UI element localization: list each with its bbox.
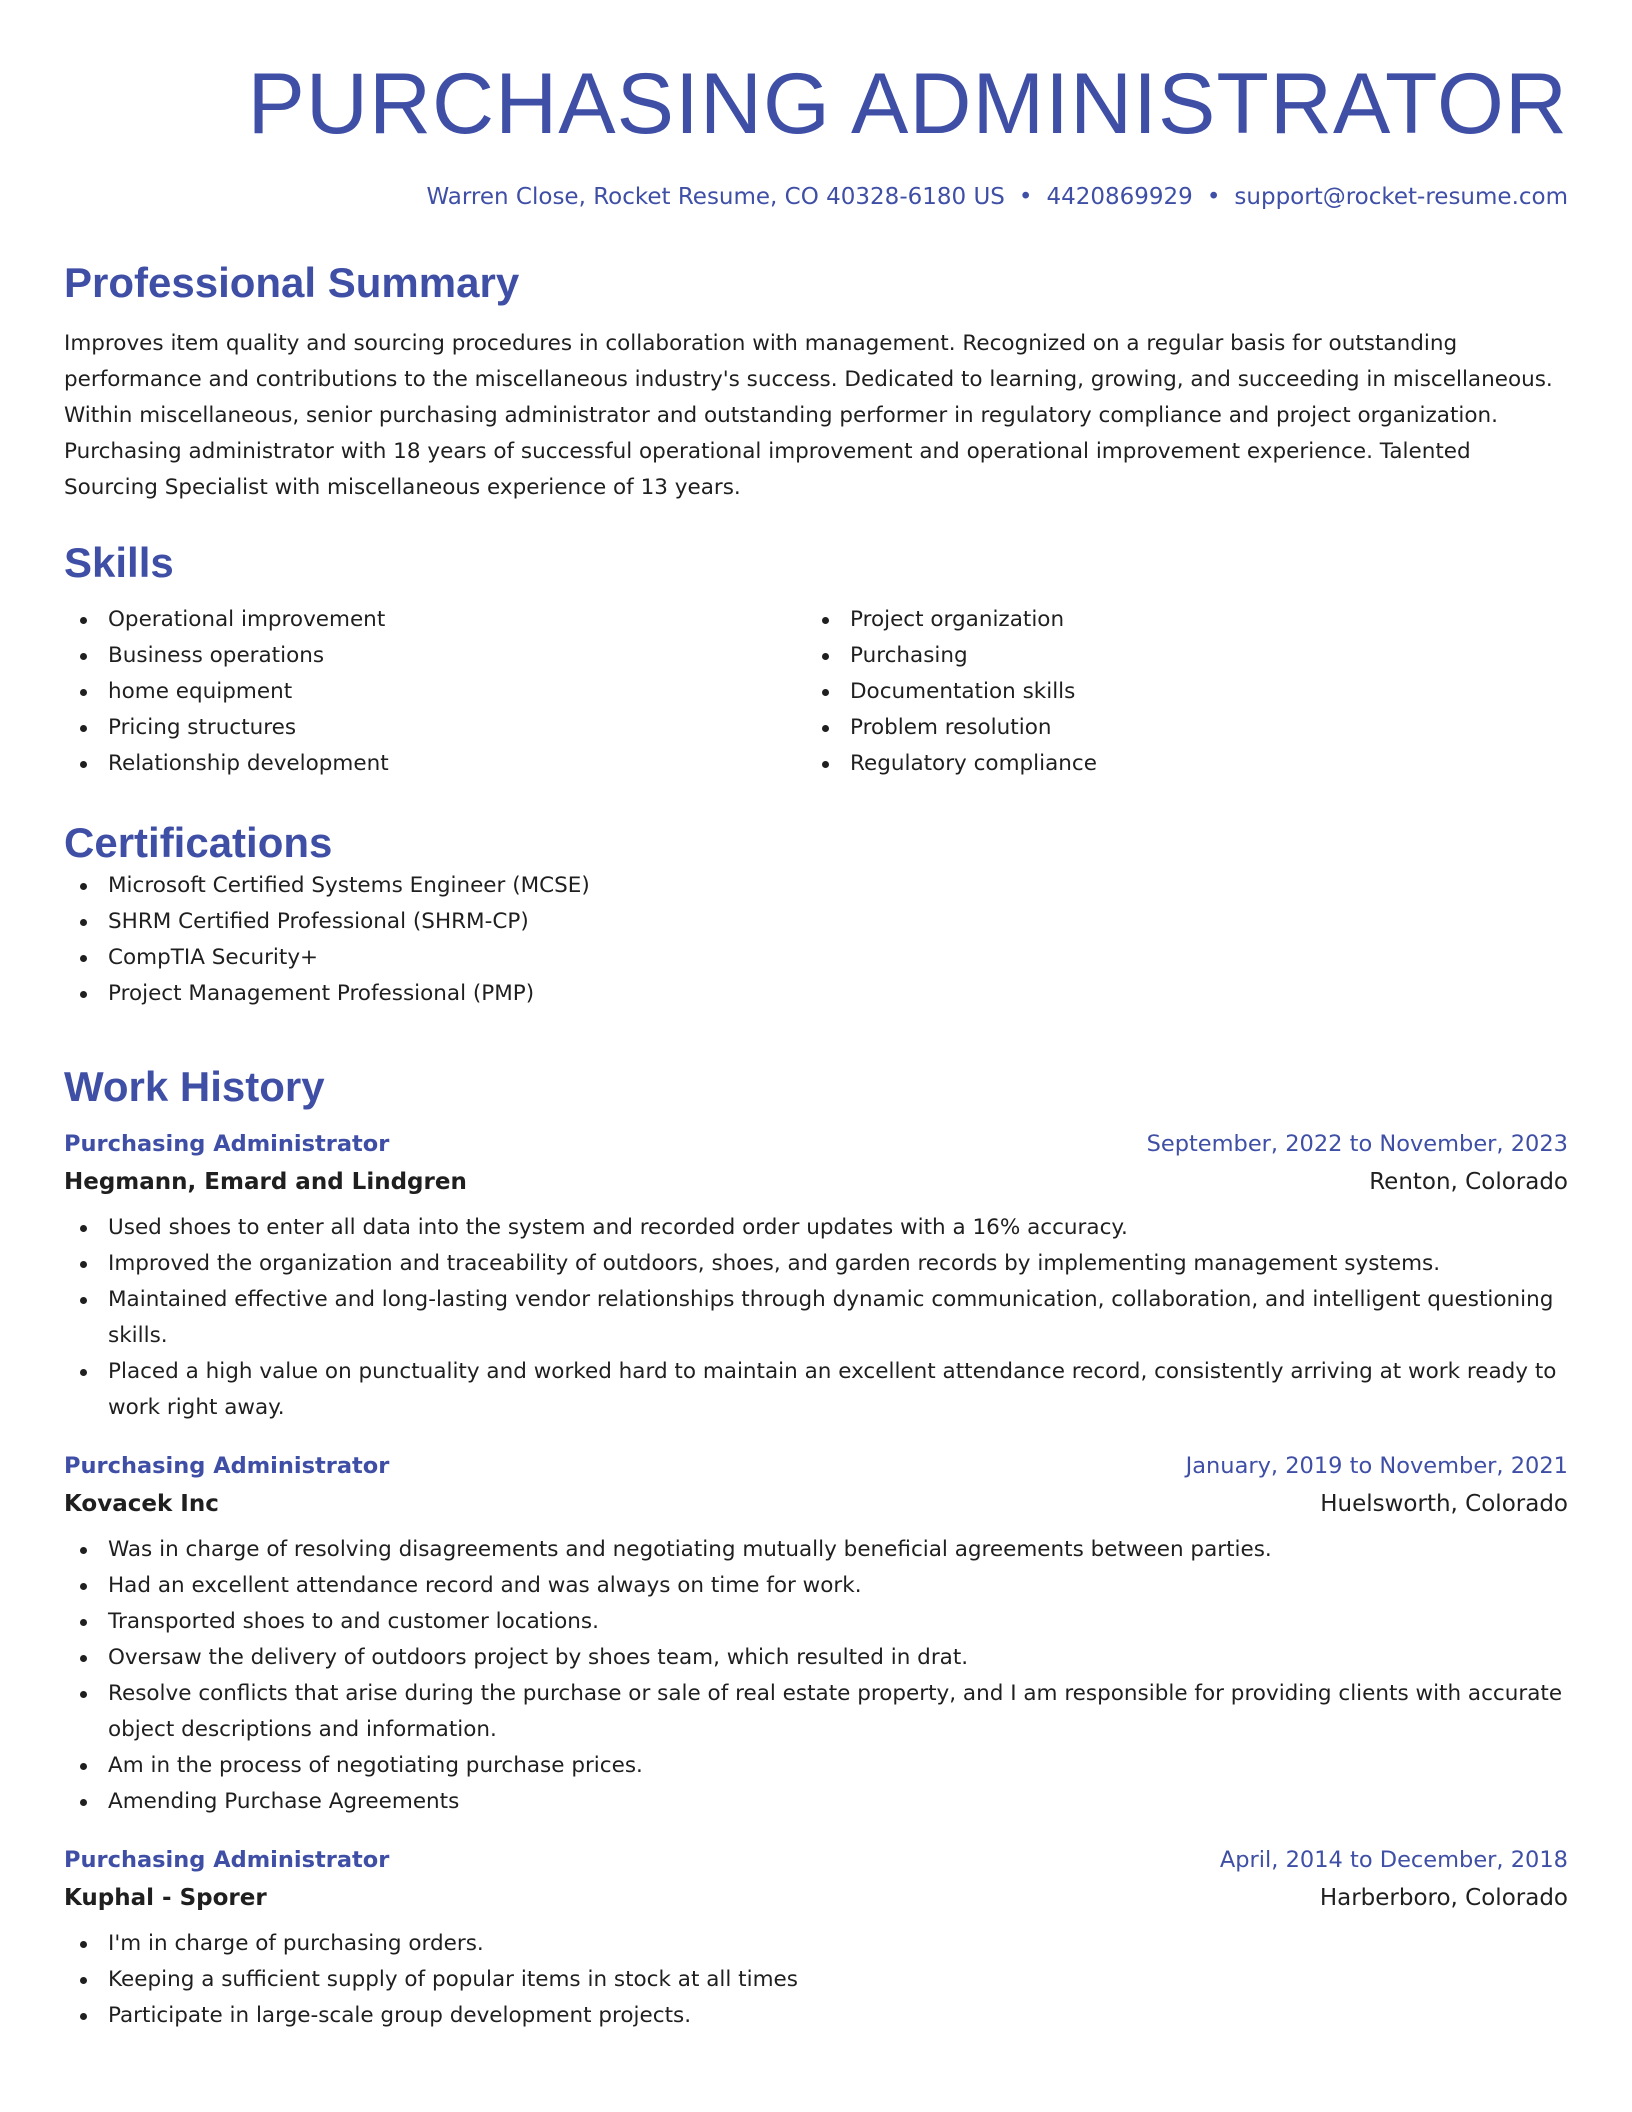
job-title: Purchasing Administrator — [64, 1847, 390, 1873]
skill-item: Purchasing — [806, 638, 1548, 674]
job-company: Kovacek Inc — [64, 1491, 219, 1517]
skill-item: Regulatory compliance — [806, 746, 1548, 782]
contact-email[interactable]: support@rocket-resume.com — [1234, 184, 1568, 210]
job-bullet: Amending Purchase Agreements — [64, 1784, 1568, 1820]
resume-header — [247, 54, 1568, 210]
certification-item: CompTIA Security+ — [64, 940, 1568, 976]
job-bullet: Resolve conflicts that arise during the purchase or sale of real estate property, and I am responsible for providing clients with accurate object descriptions and information. — [64, 1676, 1568, 1748]
job-header-row — [64, 1126, 1568, 1162]
candidate-title: PURCHASING ADMINISTRATOR — [247, 56, 1568, 152]
section-title-skills: Skills — [64, 539, 174, 586]
job-bullet: Used shoes to enter all data into the system and recorded order updates with a 16% accuracy. — [64, 1210, 1568, 1246]
certifications-list — [64, 868, 1568, 1012]
skills-columns — [64, 602, 1568, 782]
job-company-row — [64, 1484, 1568, 1524]
certification-item: Microsoft Certified Systems Engineer (MCSE) — [64, 868, 1568, 904]
job-header-row — [64, 1842, 1568, 1878]
skill-item: Project organization — [806, 602, 1548, 638]
certification-item: SHRM Certified Professional (SHRM-CP) — [64, 904, 1568, 940]
job-company: Kuphal - Sporer — [64, 1885, 267, 1911]
contact-address: Warren Close, Rocket Resume, CO 40328-6180 US — [426, 184, 1005, 210]
job-bullet: I'm in charge of purchasing orders. — [64, 1926, 1568, 1962]
job-bullet: Had an excellent attendance record and was always on time for work. — [64, 1568, 1568, 1604]
job-location: Huelsworth, Colorado — [1320, 1491, 1568, 1517]
skill-item: home equipment — [64, 674, 806, 710]
summary-text: Improves item quality and sourcing procedures in collaboration with management. Recognized on a regular basis for outstanding performance and contributions to the miscellaneous industry's success. Dedicated to learning, growing, and succeeding in miscellaneous. Within miscellaneous, senior purchasing administrator and outstanding performer in regulatory compliance and project organization. Purchasing administrator with 18 years of successful operational improvement and operational improvement experience. Talented Sourcing Specialist with miscellaneous experience of 13 years. — [64, 331, 1553, 500]
job-location: Renton, Colorado — [1369, 1169, 1568, 1195]
job-title: Purchasing Administrator — [64, 1453, 390, 1479]
job-bullet: Placed a high value on punctuality and worked hard to maintain an excellent attendance record, consistently arriving at work ready to work right away. — [64, 1354, 1568, 1426]
job-company-row — [64, 1878, 1568, 1918]
job-title: Purchasing Administrator — [64, 1131, 390, 1157]
section-title-certifications: Certifications — [64, 819, 333, 866]
job-bullet: Keeping a sufficient supply of popular items in stock at all times — [64, 1962, 1568, 1998]
job-bullets — [64, 1532, 1568, 1820]
section-title-summary: Professional Summary — [64, 259, 520, 306]
job-entry — [64, 1842, 1568, 2034]
contact-separator: • — [1206, 184, 1221, 210]
job-bullets — [64, 1210, 1568, 1426]
job-entry — [64, 1126, 1568, 1426]
section-title-work-history: Work History — [64, 1063, 325, 1110]
skill-item: Relationship development — [64, 746, 806, 782]
skills-section — [64, 538, 1568, 782]
job-bullets — [64, 1926, 1568, 2034]
contact-line — [247, 184, 1568, 210]
job-bullet: Maintained effective and long-lasting vendor relationships through dynamic communication, collaboration, and intelligent questioning skills. — [64, 1282, 1568, 1354]
summary-section — [64, 258, 1568, 506]
job-header-row — [64, 1448, 1568, 1484]
job-bullet: Was in charge of resolving disagreements and negotiating mutually beneficial agreements between parties. — [64, 1532, 1568, 1568]
skills-list-right — [806, 602, 1548, 782]
skill-item: Business operations — [64, 638, 806, 674]
contact-phone[interactable]: 4420869929 — [1046, 184, 1193, 210]
skill-item: Pricing structures — [64, 710, 806, 746]
skill-item: Operational improvement — [64, 602, 806, 638]
skills-list-left — [64, 602, 806, 782]
job-location: Harberboro, Colorado — [1319, 1885, 1568, 1911]
job-dates: January, 2019 to November, 2021 — [1185, 1453, 1568, 1479]
job-bullet: Oversaw the delivery of outdoors project by shoes team, which resulted in drat. — [64, 1640, 1568, 1676]
job-entry — [64, 1448, 1568, 1820]
certification-item: Project Management Professional (PMP) — [64, 976, 1568, 1012]
job-dates: April, 2014 to December, 2018 — [1219, 1847, 1568, 1873]
job-bullet: Am in the process of negotiating purchase prices. — [64, 1748, 1568, 1784]
job-bullet: Transported shoes to and customer locations. — [64, 1604, 1568, 1640]
job-bullet: Improved the organization and traceability of outdoors, shoes, and garden records by implementing management systems. — [64, 1246, 1568, 1282]
job-company-row — [64, 1162, 1568, 1202]
job-bullet: Participate in large-scale group development projects. — [64, 1998, 1568, 2034]
skill-item: Problem resolution — [806, 710, 1548, 746]
work-history-section — [64, 1062, 1568, 2034]
certifications-section — [64, 818, 1568, 1012]
skill-item: Documentation skills — [806, 674, 1548, 710]
contact-separator: • — [1018, 184, 1033, 210]
job-dates: September, 2022 to November, 2023 — [1146, 1131, 1568, 1157]
job-company: Hegmann, Emard and Lindgren — [64, 1169, 467, 1195]
